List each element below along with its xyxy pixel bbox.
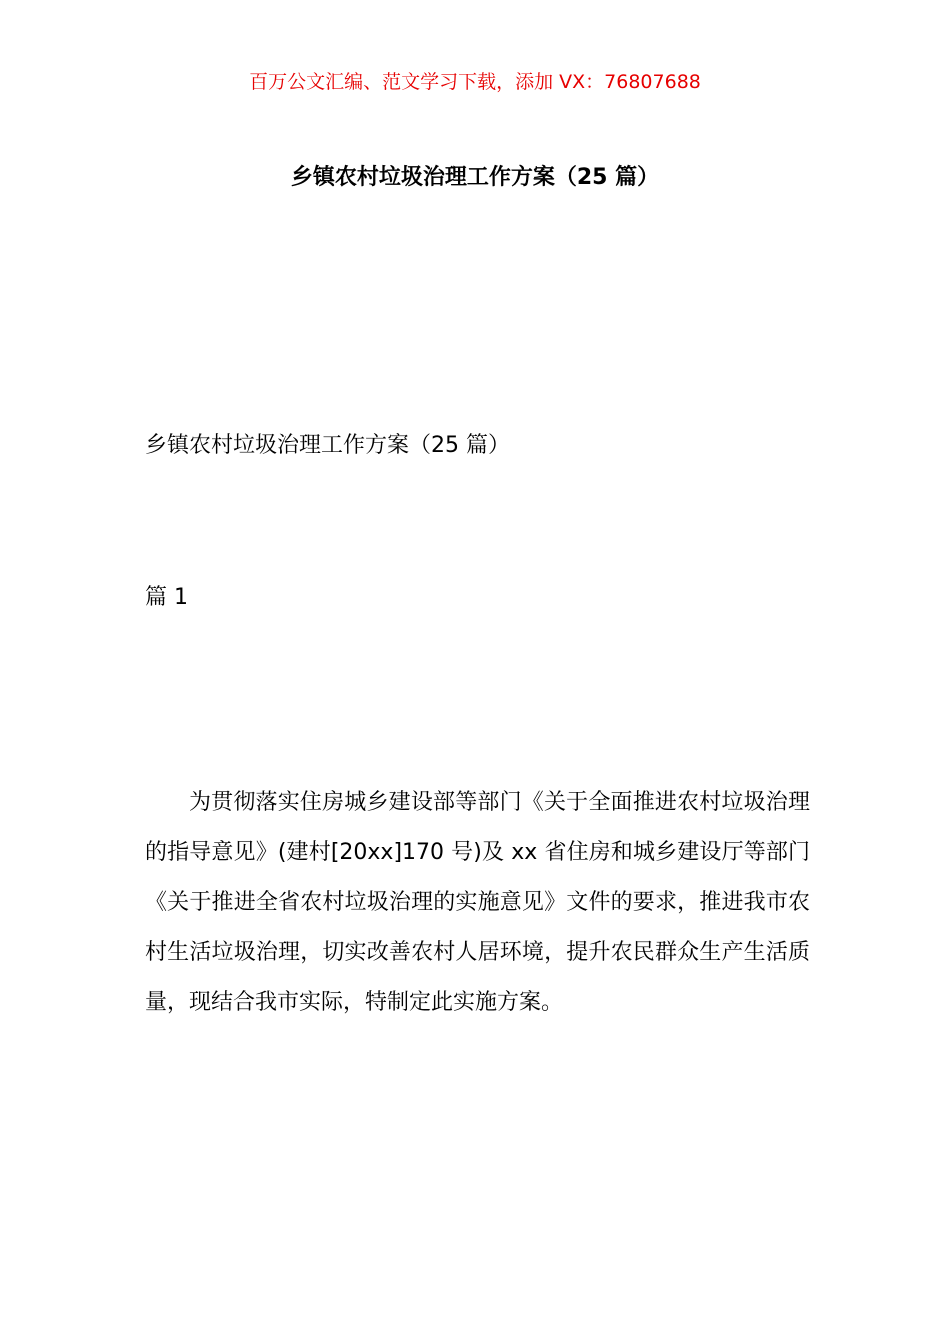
header-note: 百万公文汇编、范文学习下载，添加 VX：76807688 — [249, 71, 701, 93]
section-label: 篇 1 — [145, 585, 188, 610]
document-subtitle: 乡镇农村垃圾治理工作方案（25 篇） — [145, 433, 510, 458]
document-title: 乡镇农村垃圾治理工作方案（25 篇） — [290, 165, 660, 190]
body-paragraph: 为贯彻落实住房城乡建设部等部门《关于全面推进农村垃圾治理的指导意见》(建村[20xx]170 号)及 xx 省住房和城乡建设厅等部门《关于推进全省农村垃圾治理的实施意见》文件的要求，推进我市农村生活垃圾治理，切实改善农村人居环境，提升农民群众生产生活质量，现结合我市实际，特制定此实施方案。 — [145, 790, 810, 1015]
